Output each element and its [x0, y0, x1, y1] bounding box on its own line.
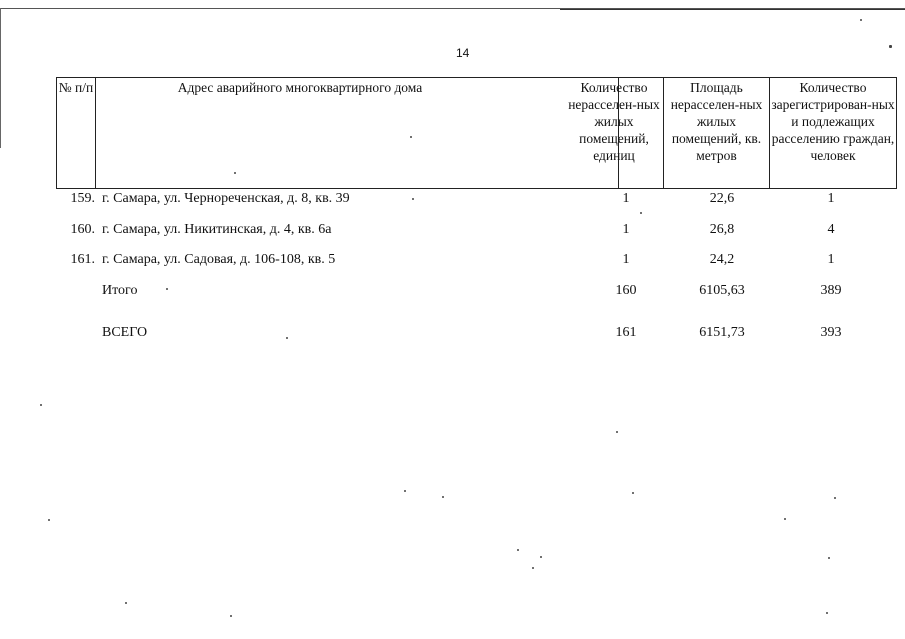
scan-speck: [517, 549, 519, 551]
table-row: [56, 191, 897, 211]
scan-speck: [230, 615, 232, 617]
scan-speck: [632, 492, 634, 494]
scan-speck: [834, 497, 836, 499]
subtotal-area: 6105,63: [699, 283, 745, 298]
scan-speck: [286, 337, 288, 339]
total-people: 393: [820, 325, 842, 340]
row-people: 1: [827, 191, 835, 206]
scan-speck: [442, 496, 444, 498]
row-rooms: 1: [622, 252, 630, 267]
total-row: [56, 325, 897, 345]
row-num: 160.: [70, 222, 95, 237]
row-area: 22,6: [709, 191, 735, 206]
scan-speck: [125, 602, 127, 604]
scan-speck: [234, 172, 236, 174]
scan-speck: [616, 431, 618, 433]
subtotal-rooms: 160: [615, 283, 637, 298]
scan-speck: [532, 567, 534, 569]
header-rooms: Количество нерасселен-ных жилых помещений, единиц: [565, 78, 664, 188]
scan-speck: [889, 45, 892, 48]
scan-speck: [166, 288, 168, 290]
subtotal-label: Итого: [102, 283, 138, 298]
total-area: 6151,73: [699, 325, 745, 340]
row-address: г. Самара, ул. Никитинская, д. 4, кв. 6а: [102, 222, 332, 237]
header-area: Площадь нерасселен-ных жилых помещений, кв. метров: [664, 78, 770, 188]
scan-speck: [860, 19, 862, 21]
scan-edge-left: [0, 8, 1, 148]
scan-speck: [40, 404, 42, 406]
table-row: [56, 222, 897, 242]
scan-speck: [540, 556, 542, 558]
header-people: Количество зарегистрирован-ных и подлежащих расселению граждан, человек: [771, 80, 895, 163]
scan-edge-top-dark: [560, 9, 905, 10]
total-rooms: 161: [615, 325, 637, 340]
row-people: 4: [827, 222, 835, 237]
scan-speck: [412, 198, 414, 200]
scan-speck: [48, 519, 50, 521]
scan-speck: [784, 518, 786, 520]
header-num: № п/п: [57, 78, 96, 188]
scan-speck: [828, 557, 830, 559]
row-area: 24,2: [709, 252, 735, 267]
scan-speck: [404, 490, 406, 492]
row-people: 1: [827, 252, 835, 267]
subtotal-row: [56, 283, 897, 303]
row-address: г. Самара, ул. Чернореченская, д. 8, кв. 39: [102, 191, 350, 206]
subtotal-people: 389: [820, 283, 842, 298]
header-address: Адрес аварийного многоквартирного дома: [96, 78, 619, 188]
scan-speck: [826, 612, 828, 614]
scan-speck: [410, 136, 412, 138]
row-num: 159.: [70, 191, 95, 206]
total-label: ВСЕГО: [102, 325, 148, 340]
table-header: [56, 77, 897, 189]
page-number: 14: [456, 46, 470, 60]
row-rooms: 1: [622, 222, 630, 237]
table-row: [56, 252, 897, 272]
row-address: г. Самара, ул. Садовая, д. 106-108, кв. 5: [102, 252, 336, 267]
row-rooms: 1: [622, 191, 630, 206]
row-num: 161.: [70, 252, 95, 267]
row-area: 26,8: [709, 222, 735, 237]
scan-speck: [640, 212, 642, 214]
